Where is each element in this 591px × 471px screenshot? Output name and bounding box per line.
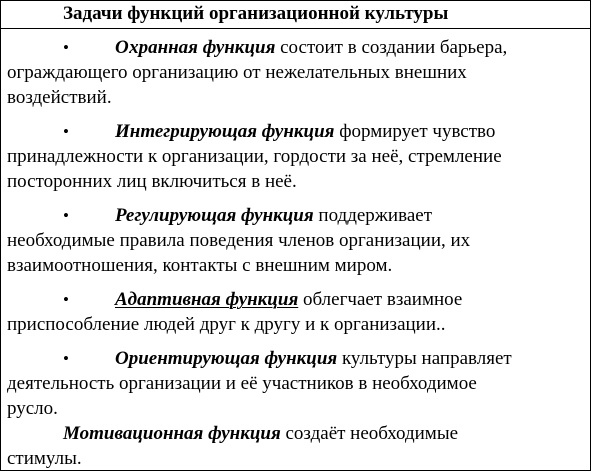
list-item-first-line: [7, 35, 584, 60]
function-description-line: необходимые правила поведения членов организации, их: [7, 230, 471, 251]
table-title: Задачи функций организационной культуры: [63, 3, 449, 24]
function-description-start: создаёт необходимые: [280, 423, 459, 444]
list-item-adaptive: [1, 287, 590, 337]
bullet-icon: •: [63, 38, 69, 57]
list-item-motivational: [1, 421, 590, 471]
function-description-start: состоит в создании барьера,: [275, 37, 508, 58]
function-term: Регулирующая функция: [115, 205, 314, 226]
function-description-start: культуры направляет: [337, 348, 512, 369]
function-term: Мотивационная функция: [63, 423, 281, 444]
bullet-icon: •: [63, 206, 69, 225]
list-item-protective: [1, 35, 590, 110]
function-term: Ориентирующая функция: [115, 348, 338, 369]
bullet-icon: •: [63, 122, 69, 141]
function-term: Интегрирующая функция: [115, 121, 335, 142]
list-item-regulating: [1, 203, 590, 278]
list-item-integrating: [1, 119, 590, 194]
list-item-first-line: [7, 119, 584, 144]
function-description-start: формирует чувство: [334, 121, 496, 142]
function-description-start: поддерживает: [313, 205, 432, 226]
function-description-line: стимулы.: [7, 448, 82, 469]
function-description-line: ограждающего организацию от нежелательных внешних: [7, 62, 467, 83]
bullet-icon: •: [63, 290, 69, 309]
function-description-line: посторонних лиц включиться в неё.: [7, 171, 297, 192]
function-description-line: принадлежности к организации, гордости за неё, стремление: [7, 146, 502, 167]
list-item-first-line: [7, 346, 584, 371]
function-description-line: взаимоотношения, контакты с внешним миром.: [7, 255, 393, 276]
list-item-orienting: [1, 346, 590, 421]
function-description-line: русло.: [7, 398, 58, 419]
function-description-line: деятельность организации и её участников в необходимое: [7, 373, 477, 394]
table-header: [1, 1, 590, 29]
list-item-first-line: [7, 203, 584, 228]
bullet-icon: •: [63, 349, 69, 368]
function-description-line: воздействий.: [7, 87, 112, 108]
function-description-line: приспособление людей друг к другу и к организации..: [7, 314, 446, 335]
list-item-first-line: [7, 287, 584, 312]
function-term: Охранная функция: [115, 37, 276, 58]
function-description-start: облегчает взаимное: [298, 289, 463, 310]
function-term: Адаптивная функция: [115, 289, 299, 310]
list-item-first-line: [7, 421, 584, 446]
